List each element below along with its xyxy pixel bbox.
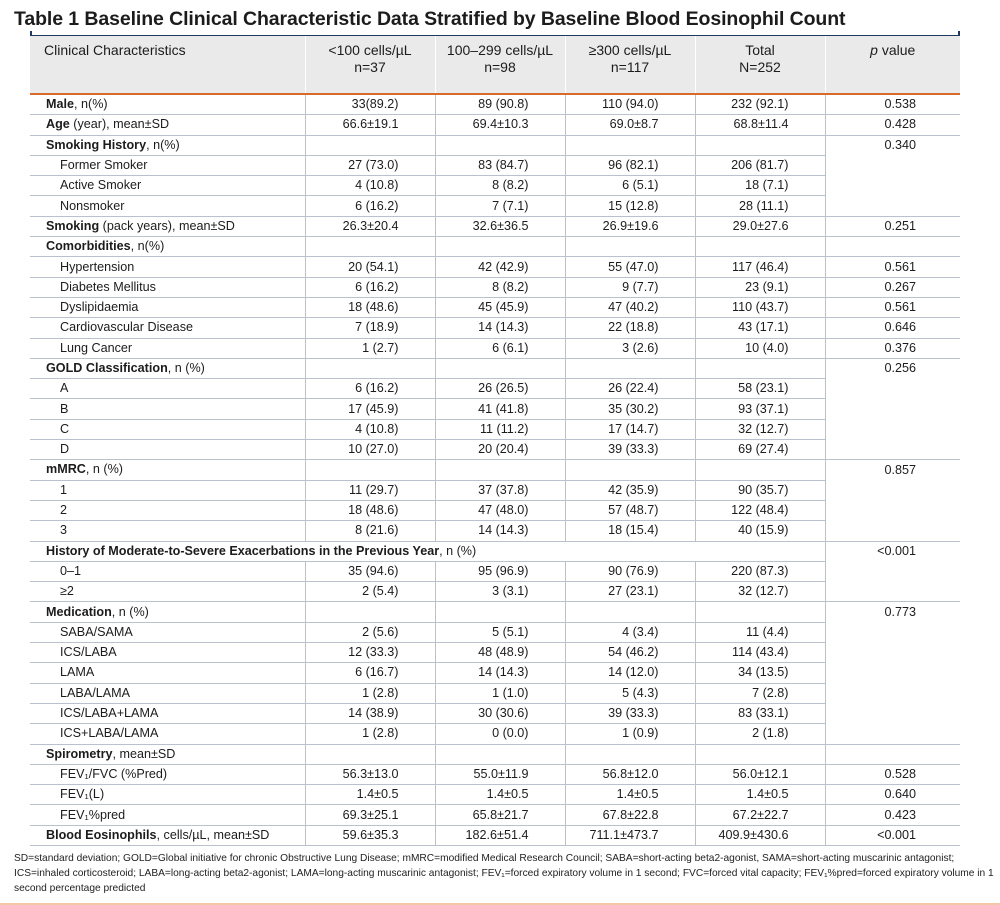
table-row [30, 500, 960, 520]
row-label: Lung Cancer [30, 338, 305, 358]
cell-value: 26.9±19.6 [565, 216, 695, 236]
cell-value: 42 (42.9) [435, 257, 565, 277]
cell-value: 22 (18.8) [565, 318, 695, 338]
cell-p-value: 0.646 [825, 318, 960, 338]
cell-p-value: 0.267 [825, 277, 960, 297]
row-label: Dyslipidaemia [30, 297, 305, 317]
row-label: ICS+LABA/LAMA [30, 724, 305, 744]
cell-value: 4 (10.8) [305, 176, 435, 196]
cell-value: 37 (37.8) [435, 480, 565, 500]
cell-p-value: 0.251 [825, 216, 960, 236]
cell-value: 14 (14.3) [435, 318, 565, 338]
table-row [30, 785, 960, 805]
row-label: B [30, 399, 305, 419]
row-label: ≥2 [30, 582, 305, 602]
table-row [30, 663, 960, 683]
cell-value: 711.1±473.7 [565, 825, 695, 845]
row-label: 1 [30, 480, 305, 500]
cell-value: 11 (4.4) [695, 622, 825, 642]
table-title: Table 1 Baseline Clinical Characteristic Data Stratified by Baseline Blood Eosinophil Count [14, 8, 846, 30]
cell-value: 89 (90.8) [435, 94, 565, 115]
cell-p-value [825, 155, 960, 175]
cell-value: 1.4±0.5 [435, 785, 565, 805]
cell-value: 56.0±12.1 [695, 764, 825, 784]
cell-value [435, 237, 565, 257]
data-table [30, 36, 960, 846]
cell-value: 57 (48.7) [565, 500, 695, 520]
table-row [30, 277, 960, 297]
cell-value [695, 744, 825, 764]
cell-value: 35 (30.2) [565, 399, 695, 419]
cell-p-value: 0.376 [825, 338, 960, 358]
table-row [30, 541, 960, 561]
header-100-299: 100–299 cells/µL n=98 [435, 36, 565, 94]
table-row [30, 602, 960, 622]
table-row [30, 94, 960, 115]
row-label: FEV₁%pred [30, 805, 305, 825]
cell-value [305, 602, 435, 622]
cell-p-value: 0.340 [825, 135, 960, 155]
cell-value: 6 (16.7) [305, 663, 435, 683]
cell-value [565, 358, 695, 378]
cell-p-value [825, 419, 960, 439]
cell-value: 27 (73.0) [305, 155, 435, 175]
cell-value: 35 (94.6) [305, 561, 435, 581]
row-label: D [30, 440, 305, 460]
header-lt100: <100 cells/µL n=37 [305, 36, 435, 94]
cell-p-value [825, 744, 960, 764]
table-row [30, 216, 960, 236]
cell-value: 409.9±430.6 [695, 825, 825, 845]
cell-value: 4 (10.8) [305, 419, 435, 439]
cell-value: 18 (48.6) [305, 297, 435, 317]
cell-p-value [825, 237, 960, 257]
cell-value: 39 (33.3) [565, 440, 695, 460]
cell-value: 6 (16.2) [305, 277, 435, 297]
row-label: Smoking (pack years), mean±SD [30, 216, 305, 236]
table-row [30, 297, 960, 317]
cell-value: 47 (40.2) [565, 297, 695, 317]
cell-p-value: <0.001 [825, 541, 960, 561]
table-row [30, 358, 960, 378]
cell-p-value [825, 683, 960, 703]
cell-p-value [825, 500, 960, 520]
cell-value: 110 (43.7) [695, 297, 825, 317]
cell-value: 2 (5.4) [305, 582, 435, 602]
cell-value: 1 (0.9) [565, 724, 695, 744]
cell-p-value: 0.640 [825, 785, 960, 805]
cell-value: 69.4±10.3 [435, 115, 565, 135]
cell-value: 3 (2.6) [565, 338, 695, 358]
row-label: LABA/LAMA [30, 683, 305, 703]
cell-value: 48 (48.9) [435, 643, 565, 663]
cell-value: 39 (33.3) [565, 703, 695, 723]
cell-p-value: 0.857 [825, 460, 960, 480]
row-label: Nonsmoker [30, 196, 305, 216]
row-label: GOLD Classification, n (%) [30, 358, 305, 378]
cell-value: 20 (20.4) [435, 440, 565, 460]
cell-value: 182.6±51.4 [435, 825, 565, 845]
header-p-value: p value [825, 36, 960, 94]
cell-value: 54 (46.2) [565, 643, 695, 663]
row-label: Comorbidities, n(%) [30, 237, 305, 257]
cell-value: 96 (82.1) [565, 155, 695, 175]
cell-value: 65.8±21.7 [435, 805, 565, 825]
cell-value [435, 460, 565, 480]
cell-value: 69.3±25.1 [305, 805, 435, 825]
table-row [30, 440, 960, 460]
cell-value: 7 (2.8) [695, 683, 825, 703]
cell-value: 32 (12.7) [695, 582, 825, 602]
footnote: SD=standard deviation; GOLD=Global initiative for chronic Obstructive Lung Disease; mMRC=modified Medical Research Council; SABA=short-acting beta2-agonist, SAMA=short-acting muscarinic antagonist; ICS=inhaled corticosteroid; LABA=long-acting beta2-agonist; LAMA=long-acting muscarinic antagonist; FEV₁=forced expiratory volume in 1 second; FVC=forced vital capacity; FEV₁%pred=forced expiratory volume in 1 second percentage predicted [14, 853, 994, 894]
row-label: Active Smoker [30, 176, 305, 196]
row-label: Blood Eosinophils, cells/µL, mean±SD [30, 825, 305, 845]
cell-p-value [825, 703, 960, 723]
cell-value [305, 460, 435, 480]
cell-value [435, 135, 565, 155]
cell-value [305, 135, 435, 155]
cell-p-value [825, 622, 960, 642]
cell-value: 5 (5.1) [435, 622, 565, 642]
row-label: ICS/LABA [30, 643, 305, 663]
cell-p-value [825, 480, 960, 500]
cell-value [695, 135, 825, 155]
cell-value: 7 (18.9) [305, 318, 435, 338]
cell-p-value [825, 724, 960, 744]
cell-value [695, 237, 825, 257]
table-row [30, 460, 960, 480]
cell-p-value [825, 521, 960, 541]
row-label: Hypertension [30, 257, 305, 277]
cell-value [305, 358, 435, 378]
table-row [30, 561, 960, 581]
cell-p-value [825, 176, 960, 196]
row-label: 3 [30, 521, 305, 541]
cell-value: 0 (0.0) [435, 724, 565, 744]
cell-value: 41 (41.8) [435, 399, 565, 419]
cell-value: 14 (12.0) [565, 663, 695, 683]
cell-p-value: 0.538 [825, 94, 960, 115]
table-row [30, 135, 960, 155]
cell-value [435, 602, 565, 622]
cell-p-value [825, 196, 960, 216]
table-row [30, 419, 960, 439]
cell-value: 18 (48.6) [305, 500, 435, 520]
cell-value: 55 (47.0) [565, 257, 695, 277]
cell-value: 43 (17.1) [695, 318, 825, 338]
cell-value [695, 460, 825, 480]
cell-p-value: 0.561 [825, 297, 960, 317]
cell-value: 26 (22.4) [565, 379, 695, 399]
cell-value: 29.0±27.6 [695, 216, 825, 236]
cell-p-value [825, 582, 960, 602]
cell-value: 59.6±35.3 [305, 825, 435, 845]
cell-value [565, 744, 695, 764]
cell-value: 18 (15.4) [565, 521, 695, 541]
table-row [30, 744, 960, 764]
cell-value: 58 (23.1) [695, 379, 825, 399]
row-label: 0–1 [30, 561, 305, 581]
cell-value [695, 358, 825, 378]
cell-value [435, 744, 565, 764]
table-row [30, 399, 960, 419]
cell-value: 2 (1.8) [695, 724, 825, 744]
row-label: Spirometry, mean±SD [30, 744, 305, 764]
cell-value: 110 (94.0) [565, 94, 695, 115]
cell-value: 9 (7.7) [565, 277, 695, 297]
cell-value [565, 135, 695, 155]
cell-value: 23 (9.1) [695, 277, 825, 297]
cell-value: 8 (8.2) [435, 176, 565, 196]
row-label: FEV₁(L) [30, 785, 305, 805]
table-row [30, 155, 960, 175]
cell-value: 206 (81.7) [695, 155, 825, 175]
cell-value: 1.4±0.5 [695, 785, 825, 805]
table-row [30, 764, 960, 784]
cell-value: 6 (5.1) [565, 176, 695, 196]
table-body [30, 94, 960, 845]
row-label: C [30, 419, 305, 439]
cell-value [565, 460, 695, 480]
cell-value: 6 (16.2) [305, 196, 435, 216]
cell-value: 20 (54.1) [305, 257, 435, 277]
cell-p-value: 0.773 [825, 602, 960, 622]
header-total: Total N=252 [695, 36, 825, 94]
cell-value: 2 (5.6) [305, 622, 435, 642]
cell-p-value: 0.423 [825, 805, 960, 825]
table-row [30, 176, 960, 196]
cell-value: 14 (38.9) [305, 703, 435, 723]
row-label: Cardiovascular Disease [30, 318, 305, 338]
row-label: SABA/SAMA [30, 622, 305, 642]
cell-p-value [825, 643, 960, 663]
cell-value: 232 (92.1) [695, 94, 825, 115]
header-row [30, 36, 960, 94]
cell-value: 1.4±0.5 [305, 785, 435, 805]
cell-value: 83 (84.7) [435, 155, 565, 175]
table-row [30, 521, 960, 541]
cell-value: 1 (2.8) [305, 724, 435, 744]
table-row [30, 379, 960, 399]
cell-p-value: 0.428 [825, 115, 960, 135]
table-row [30, 825, 960, 845]
cell-value: 67.2±22.7 [695, 805, 825, 825]
table-row [30, 683, 960, 703]
cell-value: 10 (27.0) [305, 440, 435, 460]
cell-value: 1 (2.7) [305, 338, 435, 358]
row-label: mMRC, n (%) [30, 460, 305, 480]
cell-value: 220 (87.3) [695, 561, 825, 581]
cell-p-value: 0.256 [825, 358, 960, 378]
row-label: Smoking History, n(%) [30, 135, 305, 155]
cell-value: 93 (37.1) [695, 399, 825, 419]
row-label: Age (year), mean±SD [30, 115, 305, 135]
table-row [30, 703, 960, 723]
row-label: LAMA [30, 663, 305, 683]
cell-value [305, 237, 435, 257]
cell-p-value [825, 379, 960, 399]
cell-value: 69 (27.4) [695, 440, 825, 460]
cell-value: 12 (33.3) [305, 643, 435, 663]
cell-value: 45 (45.9) [435, 297, 565, 317]
cell-value: 6 (6.1) [435, 338, 565, 358]
cell-value: 28 (11.1) [695, 196, 825, 216]
cell-value: 117 (46.4) [695, 257, 825, 277]
table-row [30, 805, 960, 825]
row-label: Medication, n (%) [30, 602, 305, 622]
cell-p-value [825, 561, 960, 581]
cell-value [565, 602, 695, 622]
cell-value [305, 744, 435, 764]
cell-value: 17 (14.7) [565, 419, 695, 439]
table-row [30, 643, 960, 663]
cell-value [695, 602, 825, 622]
table-row [30, 318, 960, 338]
cell-value: 1 (2.8) [305, 683, 435, 703]
cell-p-value [825, 440, 960, 460]
cell-value: 83 (33.1) [695, 703, 825, 723]
cell-value: 18 (7.1) [695, 176, 825, 196]
cell-value: 47 (48.0) [435, 500, 565, 520]
cell-value: 95 (96.9) [435, 561, 565, 581]
header-characteristics: Clinical Characteristics [30, 36, 305, 94]
cell-value: 90 (35.7) [695, 480, 825, 500]
cell-value: 7 (7.1) [435, 196, 565, 216]
row-label: FEV₁/FVC (%Pred) [30, 764, 305, 784]
cell-value: 67.8±22.8 [565, 805, 695, 825]
table-row [30, 622, 960, 642]
cell-value: 33(89.2) [305, 94, 435, 115]
row-label: Diabetes Mellitus [30, 277, 305, 297]
row-label: Former Smoker [30, 155, 305, 175]
cell-value [565, 237, 695, 257]
cell-value: 68.8±11.4 [695, 115, 825, 135]
cell-value: 11 (11.2) [435, 419, 565, 439]
cell-value: 32 (12.7) [695, 419, 825, 439]
row-label: 2 [30, 500, 305, 520]
row-label: History of Moderate-to-Severe Exacerbations in the Previous Year, n (%) [30, 541, 825, 561]
cell-value: 32.6±36.5 [435, 216, 565, 236]
cell-value: 17 (45.9) [305, 399, 435, 419]
cell-p-value [825, 663, 960, 683]
cell-value: 8 (21.6) [305, 521, 435, 541]
cell-value [435, 358, 565, 378]
row-label: Male, n(%) [30, 94, 305, 115]
cell-p-value: 0.561 [825, 257, 960, 277]
table-row [30, 724, 960, 744]
cell-value: 3 (3.1) [435, 582, 565, 602]
table-row [30, 480, 960, 500]
cell-value: 1.4±0.5 [565, 785, 695, 805]
cell-value: 90 (76.9) [565, 561, 695, 581]
cell-value: 1 (1.0) [435, 683, 565, 703]
table-row [30, 338, 960, 358]
table-row [30, 237, 960, 257]
table-row [30, 257, 960, 277]
row-label: A [30, 379, 305, 399]
cell-value: 114 (43.4) [695, 643, 825, 663]
cell-value: 27 (23.1) [565, 582, 695, 602]
cell-value: 42 (35.9) [565, 480, 695, 500]
data-table-container [30, 36, 960, 846]
cell-value: 8 (8.2) [435, 277, 565, 297]
cell-value: 6 (16.2) [305, 379, 435, 399]
cell-value: 30 (30.6) [435, 703, 565, 723]
cell-value: 56.8±12.0 [565, 764, 695, 784]
cell-value: 122 (48.4) [695, 500, 825, 520]
cell-p-value [825, 399, 960, 419]
header-ge300: ≥300 cells/µL n=117 [565, 36, 695, 94]
cell-value: 56.3±13.0 [305, 764, 435, 784]
row-label: ICS/LABA+LAMA [30, 703, 305, 723]
cell-value: 10 (4.0) [695, 338, 825, 358]
cell-value: 4 (3.4) [565, 622, 695, 642]
cell-value: 66.6±19.1 [305, 115, 435, 135]
table-row [30, 115, 960, 135]
cell-value: 69.0±8.7 [565, 115, 695, 135]
cell-value: 40 (15.9) [695, 521, 825, 541]
cell-p-value: 0.528 [825, 764, 960, 784]
cell-value: 11 (29.7) [305, 480, 435, 500]
cell-value: 26.3±20.4 [305, 216, 435, 236]
cell-value: 15 (12.8) [565, 196, 695, 216]
cell-value: 14 (14.3) [435, 663, 565, 683]
cell-value: 26 (26.5) [435, 379, 565, 399]
cell-p-value: <0.001 [825, 825, 960, 845]
table-row [30, 196, 960, 216]
cell-value: 34 (13.5) [695, 663, 825, 683]
cell-value: 14 (14.3) [435, 521, 565, 541]
table-row [30, 582, 960, 602]
cell-value: 5 (4.3) [565, 683, 695, 703]
cell-value: 55.0±11.9 [435, 764, 565, 784]
